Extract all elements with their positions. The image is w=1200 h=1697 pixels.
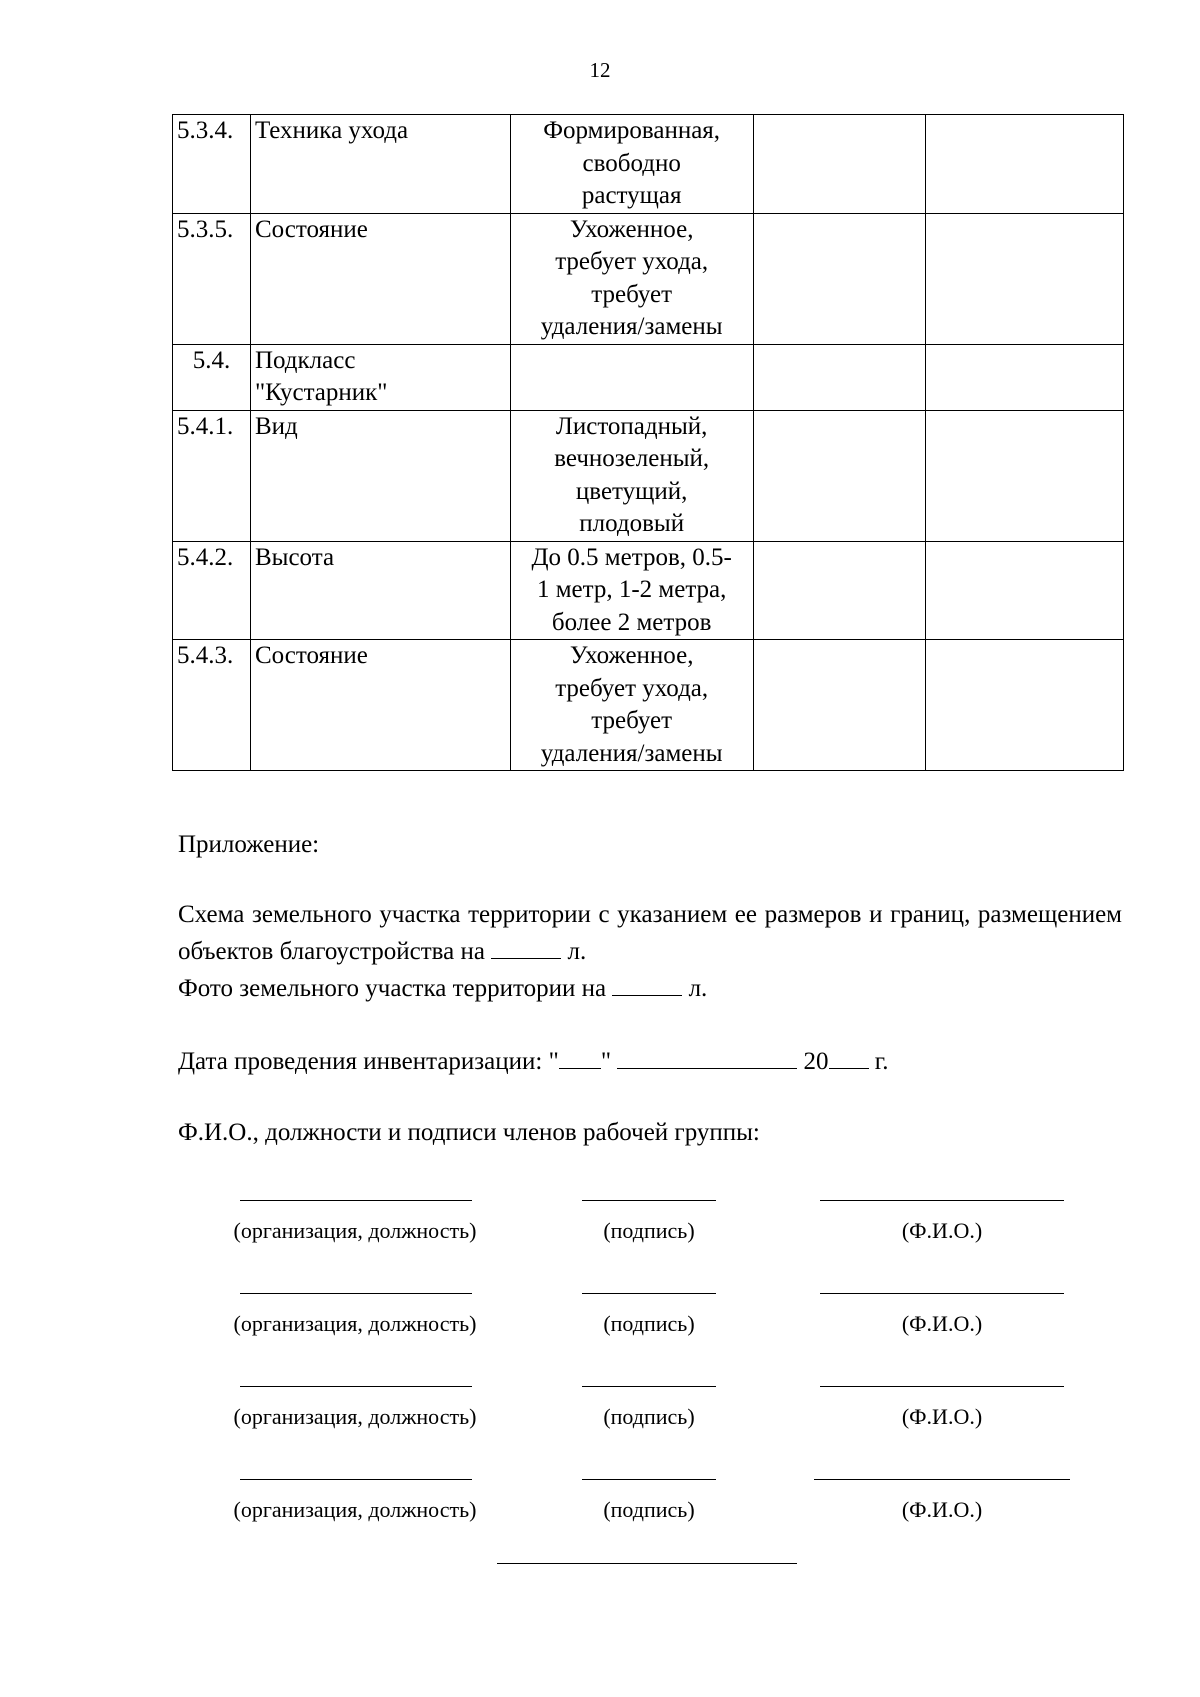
row-name: Подкласс "Кустарник" bbox=[250, 344, 510, 410]
org-caption: (организация, должность) bbox=[233, 1311, 477, 1336]
org-line bbox=[240, 1479, 472, 1480]
row-empty-cell bbox=[926, 410, 1124, 541]
row-name: Высота bbox=[250, 541, 510, 640]
fio-line bbox=[820, 1200, 1064, 1201]
row-value: Формированная, свободно растущая bbox=[510, 115, 753, 214]
fio-caption: (Ф.И.О.) bbox=[901, 1404, 983, 1429]
row-empty-cell bbox=[926, 213, 1124, 344]
row-empty-cell bbox=[926, 344, 1124, 410]
row-number: 5.4. bbox=[173, 344, 251, 410]
year-blank bbox=[829, 1043, 869, 1069]
row-number: 5.3.4. bbox=[173, 115, 251, 214]
org-caption: (организация, должность) bbox=[233, 1218, 477, 1243]
sign-caption: (подпись) bbox=[603, 1218, 695, 1243]
row-value: Ухоженное, требует ухода, требует удаления/замены bbox=[510, 213, 753, 344]
table-row bbox=[173, 640, 1124, 771]
row-empty-cell bbox=[926, 640, 1124, 771]
org-line bbox=[240, 1386, 472, 1387]
row-name: Состояние bbox=[250, 640, 510, 771]
row-value: Ухоженное, требует ухода, требует удаления/замены bbox=[510, 640, 753, 771]
fio-caption: (Ф.И.О.) bbox=[901, 1218, 983, 1243]
day-blank bbox=[559, 1043, 601, 1069]
fio-caption: (Ф.И.О.) bbox=[901, 1497, 983, 1522]
sign-caption: (подпись) bbox=[603, 1311, 695, 1336]
fio-line bbox=[820, 1293, 1064, 1294]
sign-caption: (подпись) bbox=[603, 1404, 695, 1429]
appendix-photo-text: Фото земельного участка территории на л. bbox=[178, 970, 707, 1007]
sign-line bbox=[582, 1200, 716, 1201]
document-end-line bbox=[497, 1563, 797, 1564]
inventory-table bbox=[172, 114, 1124, 771]
fio-line bbox=[820, 1386, 1064, 1387]
row-empty-cell bbox=[753, 541, 926, 640]
month-blank bbox=[617, 1043, 797, 1069]
signature-row bbox=[0, 1293, 1200, 1353]
signature-row bbox=[0, 1200, 1200, 1260]
signature-row bbox=[0, 1479, 1200, 1539]
row-value bbox=[510, 344, 753, 410]
row-empty-cell bbox=[926, 115, 1124, 214]
row-number: 5.4.3. bbox=[173, 640, 251, 771]
row-name: Состояние bbox=[250, 213, 510, 344]
sign-line bbox=[582, 1293, 716, 1294]
row-name: Техника ухода bbox=[250, 115, 510, 214]
table-row bbox=[173, 541, 1124, 640]
signature-row bbox=[0, 1386, 1200, 1446]
row-value: До 0.5 метров, 0.5- 1 метр, 1-2 метра, более 2 метров bbox=[510, 541, 753, 640]
table-row bbox=[173, 213, 1124, 344]
sign-caption: (подпись) bbox=[603, 1497, 695, 1522]
row-empty-cell bbox=[753, 213, 926, 344]
org-caption: (организация, должность) bbox=[233, 1404, 477, 1429]
org-caption: (организация, должность) bbox=[233, 1497, 477, 1522]
row-number: 5.4.2. bbox=[173, 541, 251, 640]
table-row bbox=[173, 344, 1124, 410]
row-value: Листопадный, вечнозеленый, цветущий, плодовый bbox=[510, 410, 753, 541]
org-line bbox=[240, 1293, 472, 1294]
row-empty-cell bbox=[926, 541, 1124, 640]
page-number: 12 bbox=[589, 58, 611, 82]
row-number: 5.3.5. bbox=[173, 213, 251, 344]
sign-line bbox=[582, 1386, 716, 1387]
row-name: Вид bbox=[250, 410, 510, 541]
fio-caption: (Ф.И.О.) bbox=[901, 1311, 983, 1336]
row-empty-cell bbox=[753, 410, 926, 541]
sheet-count-blank bbox=[491, 933, 561, 959]
appendix-scheme-text: Схема земельного участка территории с указанием ее размеров и границ, размещением объектов благоустройства на л. bbox=[178, 901, 1122, 965]
table-row bbox=[173, 410, 1124, 541]
signatures-heading: Ф.И.О., должности и подписи членов рабочей группы: bbox=[178, 1119, 760, 1146]
appendix-heading: Приложение: bbox=[178, 831, 320, 858]
row-empty-cell bbox=[753, 344, 926, 410]
sheet-count-blank bbox=[612, 970, 682, 996]
row-empty-cell bbox=[753, 115, 926, 214]
sign-line bbox=[582, 1479, 716, 1480]
table-row bbox=[173, 115, 1124, 214]
org-line bbox=[240, 1200, 472, 1201]
row-number: 5.4.1. bbox=[173, 410, 251, 541]
row-empty-cell bbox=[753, 640, 926, 771]
fio-line bbox=[814, 1479, 1070, 1480]
inventory-date-line: Дата проведения инвентаризации: " " 20 г. bbox=[178, 1043, 888, 1080]
